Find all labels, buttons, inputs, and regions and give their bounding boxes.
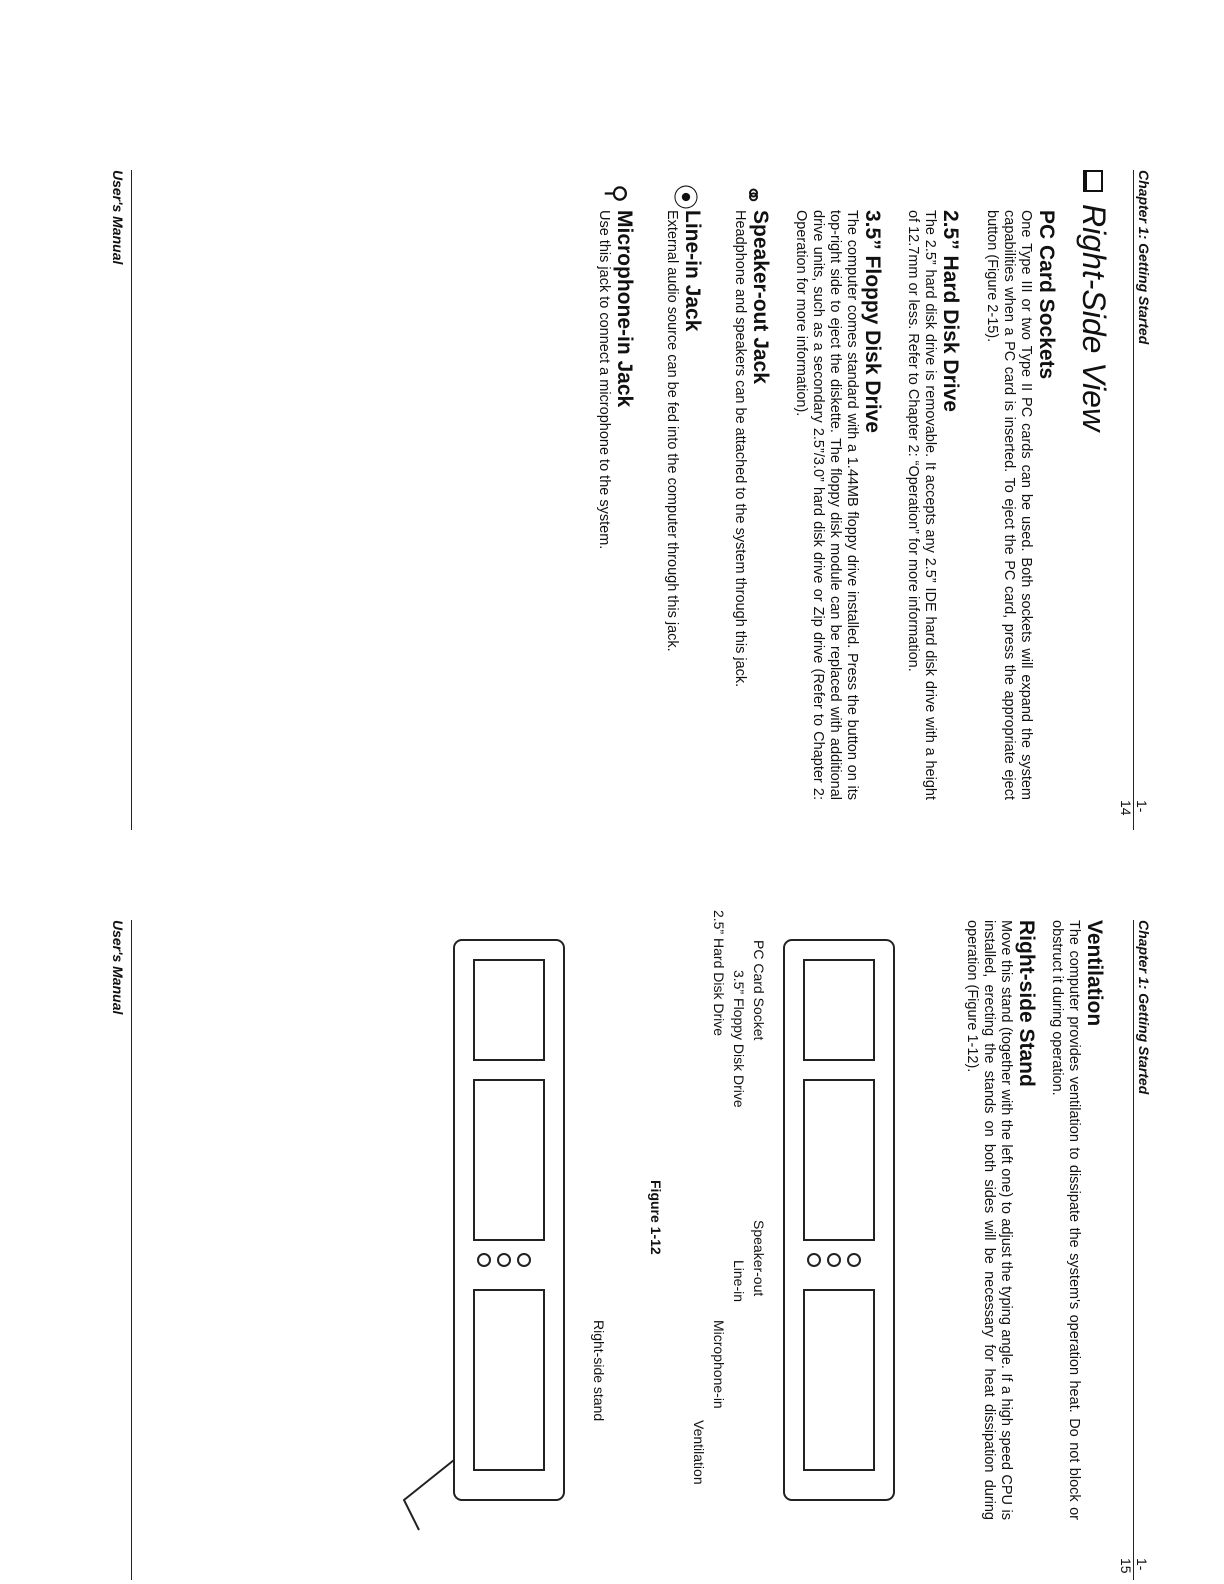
section-title-text: Right-Side View — [1076, 204, 1112, 432]
speaker-heading: Speaker-out Jack — [749, 210, 772, 384]
floppy-text: The computer comes standard with a 1.44MB floppy drive installed. Press the button on its top-right side to eject the diskette. The floppy disk module can be replaced with additional drive units, such as a secondary 2.5”/3.0” hard disk drive or Zip drive (Refer to Chapter 2: Operation for more information). — [793, 210, 860, 800]
pc-card-text: One Type III or two Type II PC cards can be used. Both sockets will expand the system capabilities when a PC card is inserted. To eject the PC card, press the appropriate eject button (Figure 2-15). — [984, 210, 1034, 800]
stand-block — [963, 920, 1038, 1520]
label-mic: Microphone-in — [711, 1320, 727, 1409]
jack-shape — [808, 1254, 820, 1266]
stand-heading: Right-side Stand — [1015, 920, 1038, 1087]
chapter-header: Chapter 1: Getting Started — [1136, 170, 1152, 345]
footer-rule — [131, 170, 132, 830]
ventilation-block — [1048, 920, 1106, 1520]
stand-shape — [404, 1460, 454, 1530]
label-speaker: Speaker-out — [751, 1220, 767, 1297]
hdd-text: The 2.5” hard disk drive is removable. It accepts any 2.5” IDE hard disk drive with a height of 12.7mm or less. Refer to Chapter 2: “Operation” for more information. — [905, 210, 938, 800]
speaker-text: Headphone and speakers can be attached to the system through this jack. — [732, 210, 748, 688]
microphone-icon: ⚲ — [602, 184, 632, 204]
jack-shape — [498, 1254, 510, 1266]
label-vent: Ventilation — [691, 1420, 707, 1485]
headphone-icon: ⚭ — [738, 184, 768, 206]
stand-text: Move this stand (together with the left one) to adjust the typing angle. If a high speed CPU is installed, erecting the stands on both sides will be necessary for heat dissipation during operation (Figure 1-12). — [964, 920, 1014, 1520]
jack-shape — [828, 1254, 840, 1266]
box-bullet-icon — [1084, 170, 1104, 192]
pc-card-slot-shape — [474, 960, 544, 1060]
label-floppy: 3.5” Floppy Disk Drive — [731, 970, 747, 1108]
line-in-heading: Line-in Jack — [681, 210, 704, 332]
floppy-heading: 3.5” Floppy Disk Drive — [861, 210, 884, 433]
line-in-icon: ⦿ — [670, 184, 700, 211]
label-pc-card: PC Card Socket — [751, 940, 767, 1041]
line-in-text: External audio source can be fed into the computer through this jack. — [664, 210, 680, 652]
floppy-slot-shape — [474, 1080, 544, 1240]
footer: User's Manual — [110, 170, 126, 265]
line-in-block — [663, 210, 704, 800]
right-page — [0, 900, 1224, 1584]
pc-card-heading: PC Card Sockets — [1035, 210, 1058, 380]
chapter-header: Chapter 1: Getting Started — [1136, 920, 1152, 1095]
mic-block — [595, 210, 636, 800]
floppy-slot-shape — [804, 1080, 874, 1240]
footer-rule — [131, 920, 132, 1580]
upper-chassis — [784, 940, 894, 1500]
jack-shape — [848, 1254, 860, 1266]
label-stand: Right-side stand — [591, 1320, 607, 1422]
header-rule — [1133, 920, 1134, 1580]
right-side-figure — [364, 900, 924, 1540]
mic-heading: Microphone-in Jack — [613, 210, 636, 408]
section-title — [1075, 170, 1112, 431]
page-number: 1-15 — [1118, 1558, 1150, 1574]
label-line-in: Line-in — [731, 1260, 747, 1303]
hdd-block — [904, 210, 962, 800]
pc-card-block — [983, 210, 1058, 800]
lower-chassis — [454, 940, 564, 1500]
vent-shape — [804, 1290, 874, 1470]
jack-shape — [518, 1254, 530, 1266]
vent-shape — [474, 1290, 544, 1470]
jack-shape — [478, 1254, 490, 1266]
footer: User's Manual — [110, 920, 126, 1015]
page-number: 1-14 — [1118, 800, 1150, 816]
speaker-block — [731, 210, 772, 800]
header-rule — [1133, 170, 1134, 830]
mic-text: Use this jack to connect a microphone to the system. — [596, 210, 612, 550]
label-hdd: 2.5” Hard Disk Drive — [711, 910, 727, 1037]
hdd-heading: 2.5” Hard Disk Drive — [939, 210, 962, 412]
ventilation-heading: Ventilation — [1083, 920, 1106, 1027]
ventilation-text: The computer provides ventilation to dissipate the system's operation heat. Do not block or obstruct it during operation. — [1049, 920, 1082, 1520]
figure-caption: Figure 1-12 — [648, 1180, 664, 1255]
floppy-block — [792, 210, 884, 800]
pc-card-slot-shape — [804, 960, 874, 1060]
